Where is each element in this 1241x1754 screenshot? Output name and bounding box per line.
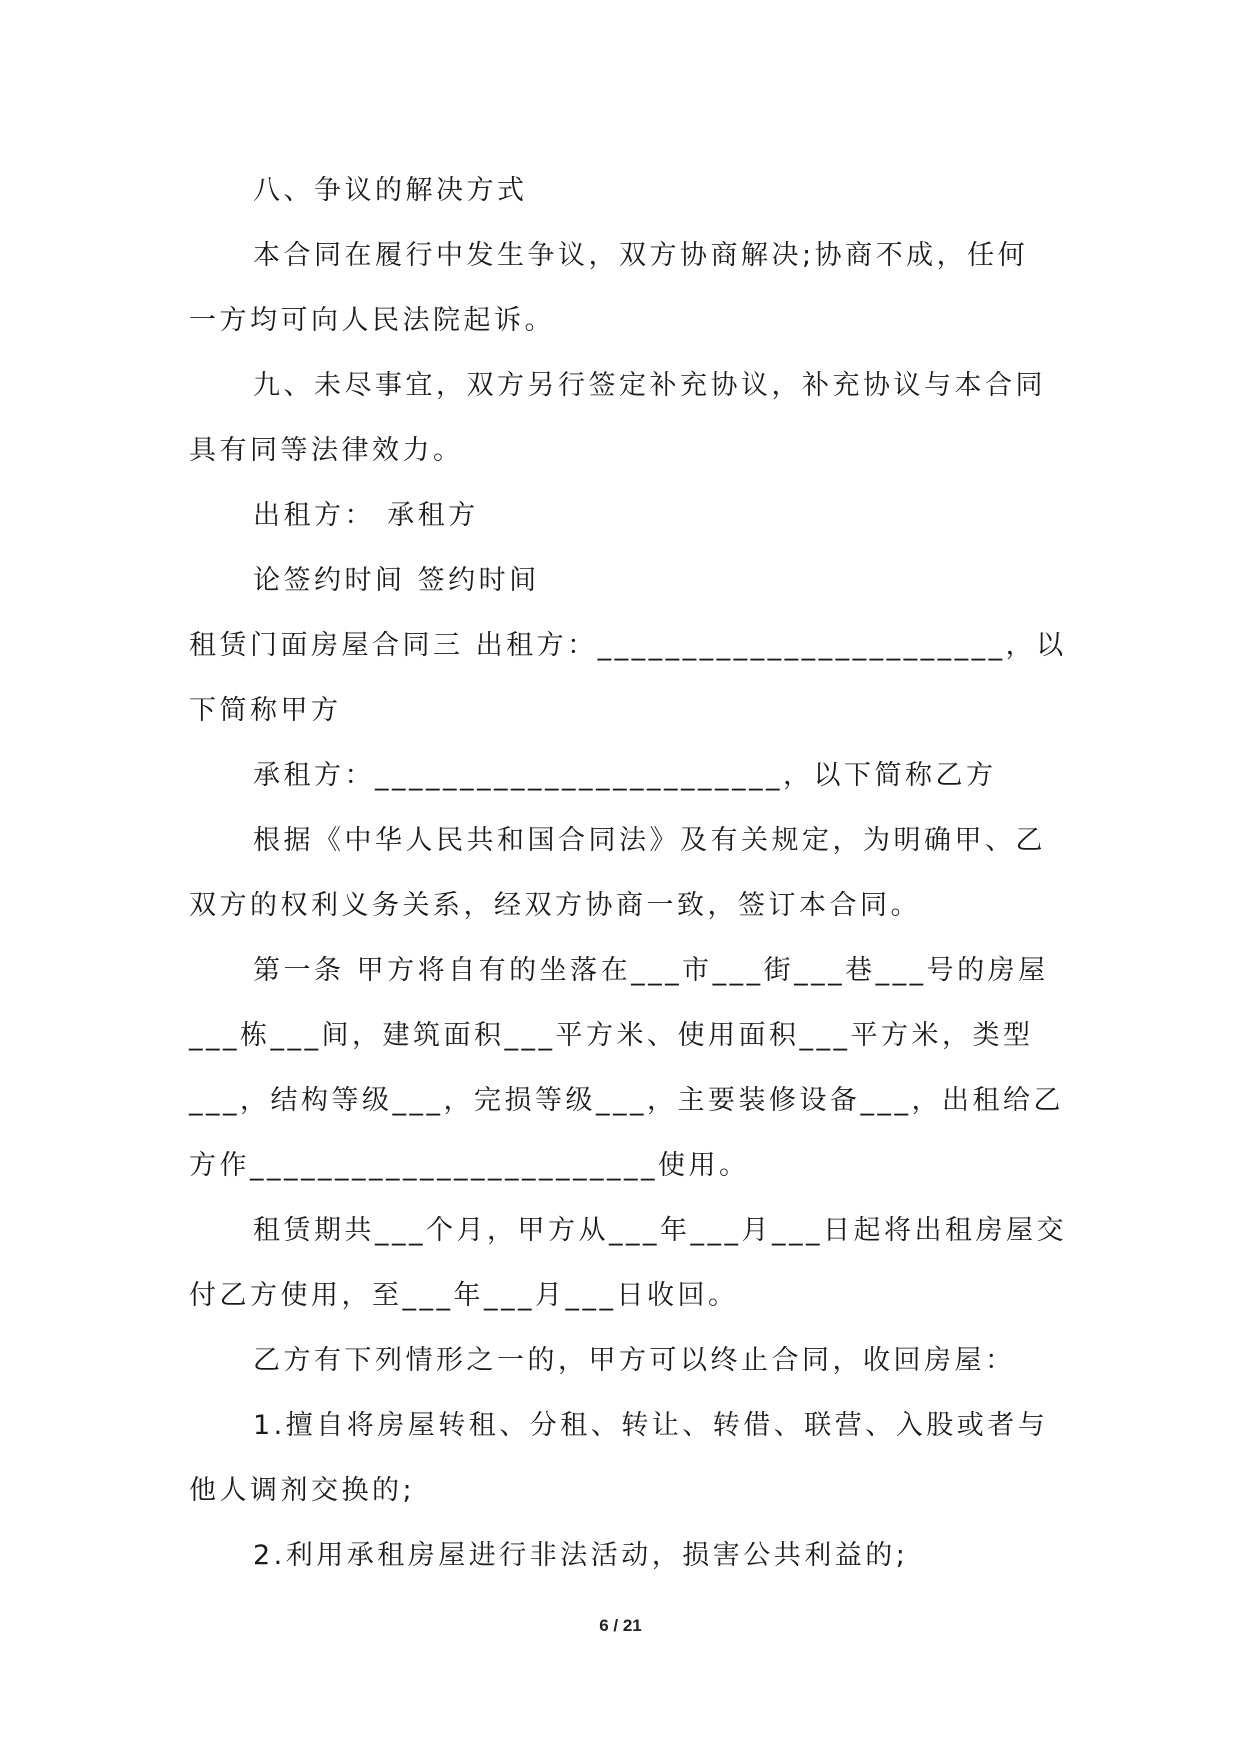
page-number: 6 / 21 [599,1616,642,1635]
article-one-line: 第一条 甲方将自有的坐落在___市___街___巷___号的房屋 [253,955,1049,986]
paragraph-line: 双方的权利义务关系，经双方协商一致，签订本合同。 [189,890,921,921]
paragraph-line: 具有同等法律效力。 [189,435,464,466]
paragraph-line: 付乙方使用，至___年___月___日收回。 [189,1280,739,1311]
paragraph-line: 一方均可向人民法院起诉。 [189,305,555,336]
document-body [189,158,1067,1588]
paragraph-line: 方作________________________使用。 [189,1150,750,1181]
section-heading-dispute: 八、争议的解决方式 [253,175,528,206]
list-item-1: 1.擅自将房屋转租、分租、转让、转借、联营、入股或者与 [253,1410,1049,1441]
paragraph-line: 他人调剂交换的; [189,1475,416,1506]
paragraph-line: 本合同在履行中发生争议，双方协商解决;协商不成，任何 [253,240,1029,271]
signature-date-line: 论签约时间 签约时间 [253,565,540,596]
paragraph-line: 下简称甲方 [189,695,342,726]
lease-term-line: 租赁期共___个月，甲方从___年___月___日起将出租房屋交 [253,1215,1067,1246]
signature-parties-line: 出租方： 承租方 [253,500,479,531]
list-item-2: 2.利用承租房屋进行非法活动，损害公共利益的; [253,1540,909,1571]
paragraph-line: ___栋___间，建筑面积___平方米、使用面积___平方米，类型 [189,1020,1034,1051]
paragraph-line: 根据《中华人民共和国合同法》及有关规定，为明确甲、乙 [253,825,1046,856]
lessee-line: 承租方：________________________，以下简称乙方 [253,760,997,791]
paragraph-line: 九、未尽事宜，双方另行签定补充协议，补充协议与本合同 [253,370,1046,401]
paragraph-line: ___，结构等级___，完损等级___，主要装修设备___，出租给乙 [189,1085,1064,1116]
termination-heading-line: 乙方有下列情形之一的，甲方可以终止合同，收回房屋： [253,1345,1016,1376]
contract-title-line: 租赁门面房屋合同三 出租方：________________________，以 [189,630,1067,661]
